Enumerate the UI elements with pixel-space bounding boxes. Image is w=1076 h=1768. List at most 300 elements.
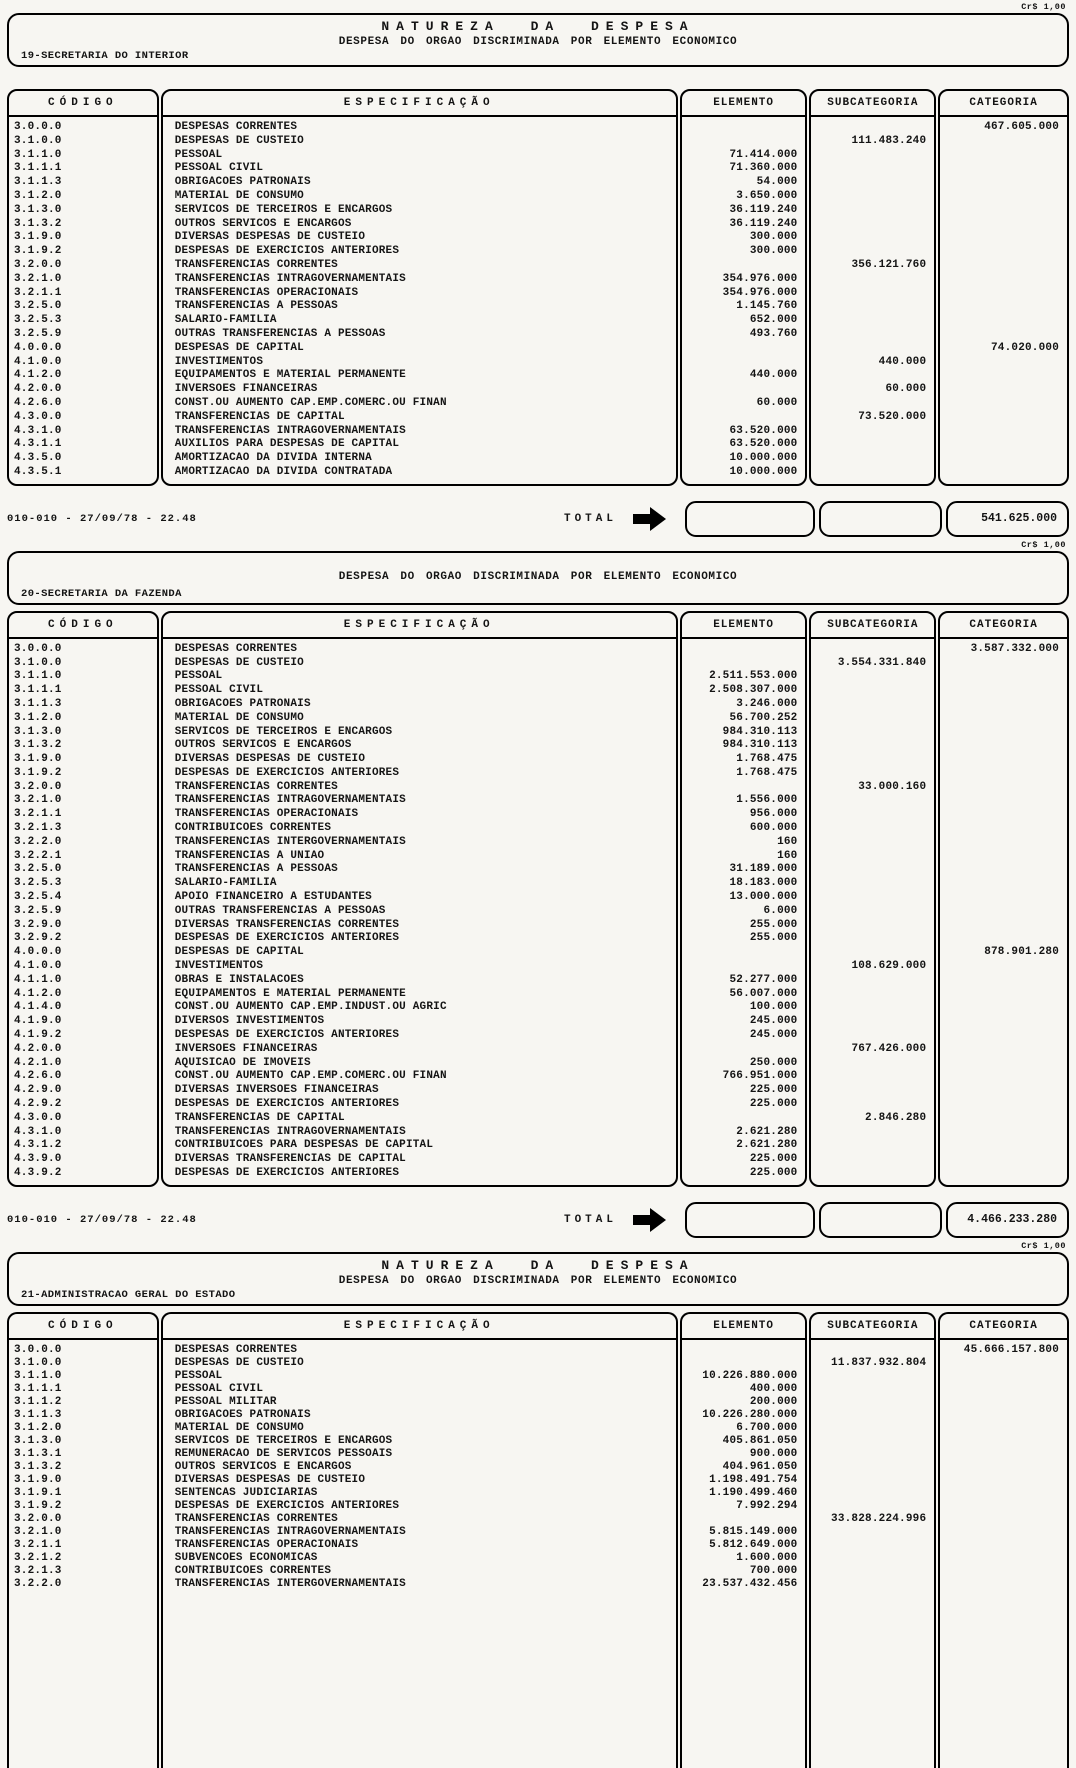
table-cell: PESSOAL MILITAR <box>174 1395 277 1408</box>
table-cell: OBRAS E INSTALACOES <box>174 973 304 986</box>
table-cell <box>819 1126 926 1140</box>
table-cell <box>948 822 1059 836</box>
table-cell: 54.000 <box>756 176 798 189</box>
table-cell: TRANSFERENCIAS INTRAGOVERNAMENTAIS <box>174 1525 406 1538</box>
table-cell: 225.000 <box>749 1098 798 1111</box>
table-cell: REMUNERACAO DE SERVICOS PESSOAIS <box>174 1447 393 1460</box>
table-cell: DESPESAS DE CAPITAL <box>174 946 304 959</box>
table-cell: 900.000 <box>749 1447 798 1460</box>
table-cell: 3.1.2.0 <box>14 711 62 724</box>
table-cell: 4.1.1.0 <box>14 973 62 986</box>
table-cell: DESPESAS CORRENTES <box>174 642 298 655</box>
table-cell <box>948 919 1059 933</box>
table-cell <box>948 698 1059 712</box>
table-cell: 878.901.280 <box>984 946 1059 959</box>
table-cell <box>819 314 926 328</box>
table-cell: 200.000 <box>749 1395 798 1408</box>
table-cell: 1.600.000 <box>736 1551 798 1564</box>
table-cell <box>819 726 926 740</box>
column-header-categoria: CATEGORIA <box>940 1314 1067 1340</box>
table-cell: 3.1.3.1 <box>14 1447 62 1460</box>
table-cell <box>819 287 926 301</box>
especificacao-column <box>161 1312 678 1768</box>
expense-table <box>7 1312 1069 1768</box>
categoria-cells <box>940 639 1067 1185</box>
total-elemento-box <box>685 501 815 537</box>
table-cell: 3.1.0.0 <box>14 656 62 669</box>
elemento-cells <box>682 117 806 484</box>
table-cell <box>948 1565 1059 1578</box>
table-cell: 60.000 <box>756 396 798 409</box>
table-cell: 56.700.252 <box>729 711 798 724</box>
table-cell: DESPESAS DE EXERCICIOS ANTERIORES <box>174 1098 400 1111</box>
table-cell: 4.1.0.0 <box>14 355 62 368</box>
table-cell: DIVERSAS TRANSFERENCIAS CORRENTES <box>174 918 400 931</box>
table-cell: 3.1.3.2 <box>14 1460 62 1473</box>
table-cell: DESPESAS CORRENTES <box>174 1343 298 1356</box>
table-cell <box>948 726 1059 740</box>
table-cell: MATERIAL DE CONSUMO <box>174 711 304 724</box>
total-arrow-icon <box>631 507 669 531</box>
table-cell <box>819 1001 926 1015</box>
table-cell <box>819 1370 926 1383</box>
table-cell <box>948 1552 1059 1565</box>
table-cell <box>819 1409 926 1422</box>
table-cell: 3.2.1.0 <box>14 1525 62 1538</box>
table-cell: 4.1.9.0 <box>14 1015 62 1028</box>
table-cell <box>948 1422 1059 1435</box>
total-arrow-icon <box>631 1208 669 1232</box>
table-cell: TRANSFERENCIAS OPERACIONAIS <box>174 1538 359 1551</box>
table-cell: 440.000 <box>749 369 798 382</box>
table-cell: 3.0.0.0 <box>14 1343 62 1356</box>
table-cell <box>819 218 926 232</box>
table-cell <box>819 1070 926 1084</box>
table-cell <box>819 905 926 919</box>
table-cell: 3.246.000 <box>736 697 798 710</box>
table-cell <box>948 974 1059 988</box>
section-21-administracao-geral-do-estado <box>0 1239 1076 1768</box>
table-cell <box>819 1448 926 1461</box>
table-cell: 2.511.553.000 <box>709 670 798 683</box>
table-cell <box>690 657 798 671</box>
table-cell: 3.2.5.3 <box>14 877 62 890</box>
table-cell <box>948 328 1059 342</box>
table-cell <box>948 739 1059 753</box>
table-cell <box>948 670 1059 684</box>
table-cell: OBRIGACOES PATRONAIS <box>174 697 311 710</box>
table-cell: APOIO FINANCEIRO A ESTUDANTES <box>174 891 372 904</box>
table-cell: 4.3.9.2 <box>14 1167 62 1179</box>
table-cell <box>819 767 926 781</box>
table-cell: 5.815.149.000 <box>709 1525 798 1538</box>
table-cell: 245.000 <box>749 1015 798 1028</box>
table-cell <box>948 259 1059 273</box>
table-cell: 956.000 <box>749 808 798 821</box>
table-cell: 400.000 <box>749 1382 798 1395</box>
table-cell <box>819 1500 926 1513</box>
table-cell <box>819 684 926 698</box>
table-cell: TRANSFERENCIAS CORRENTES <box>174 258 338 271</box>
table-cell <box>819 739 926 753</box>
table-cell <box>948 753 1059 767</box>
table-cell: TRANSFERENCIAS INTERGOVERNAMENTAIS <box>174 1577 406 1590</box>
table-cell <box>948 808 1059 822</box>
table-cell: 3.2.1.0 <box>14 794 62 807</box>
table-cell: 405.861.050 <box>722 1434 798 1447</box>
table-cell <box>819 712 926 726</box>
table-cell <box>819 162 926 176</box>
table-cell: 4.1.2.0 <box>14 369 62 382</box>
table-cell <box>819 273 926 287</box>
table-cell <box>948 1383 1059 1396</box>
table-cell <box>948 905 1059 919</box>
table-cell: 45.666.157.800 <box>963 1343 1059 1356</box>
table-cell <box>819 1015 926 1029</box>
table-cell <box>819 1422 926 1435</box>
table-cell: SALARIO-FAMILIA <box>174 314 277 327</box>
table-cell: 3.1.2.0 <box>14 1421 62 1434</box>
table-cell <box>819 1084 926 1098</box>
table-cell: 108.629.000 <box>851 960 927 973</box>
table-cell: TRANSFERENCIAS INTRAGOVERNAMENTAIS <box>174 794 406 807</box>
table-cell: SALARIO-FAMILIA <box>174 877 277 890</box>
table-cell <box>948 1057 1059 1071</box>
table-cell <box>690 960 798 974</box>
table-cell: 3.0.0.0 <box>14 121 62 133</box>
table-cell <box>948 794 1059 808</box>
table-cell <box>948 1461 1059 1474</box>
column-header-subcategoria: SUBCATEGORIA <box>811 613 934 639</box>
table-cell <box>948 231 1059 245</box>
table-cell <box>948 988 1059 1002</box>
table-cell: 3.2.1.1 <box>14 1538 62 1551</box>
table-cell: CONTRIBUICOES CORRENTES <box>174 1564 332 1577</box>
elemento-cells <box>682 1340 806 1768</box>
table-cell: DIVERSAS DESPESAS DE CUSTEIO <box>174 1473 366 1486</box>
table-cell: DESPESAS DE CUSTEIO <box>174 134 304 147</box>
table-cell: 3.587.332.000 <box>970 642 1059 655</box>
table-cell <box>948 1539 1059 1552</box>
table-cell: 71.360.000 <box>729 162 798 175</box>
table-cell: CONST.OU AUMENTO CAP.EMP.COMERC.OU FINAN <box>174 1070 447 1083</box>
currency-unit-label: Cr$ 1,00 <box>1021 539 1066 550</box>
column-header-codigo: CÓDIGO <box>9 613 157 639</box>
table-cell: 4.2.9.0 <box>14 1084 62 1097</box>
table-cell <box>948 684 1059 698</box>
table-cell: OBRIGACOES PATRONAIS <box>174 1408 311 1421</box>
table-cell: 3.1.3.2 <box>14 217 62 230</box>
table-cell: 255.000 <box>749 918 798 931</box>
section-header <box>7 13 1069 67</box>
table-cell: 3.1.1.1 <box>14 162 62 175</box>
table-cell: 36.119.240 <box>729 203 798 216</box>
table-cell: 4.3.0.0 <box>14 1111 62 1124</box>
table-cell: OUTRAS TRANSFERENCIAS A PESSOAS <box>174 327 386 340</box>
table-cell: DIVERSAS DESPESAS DE CUSTEIO <box>174 753 366 766</box>
table-cell <box>819 1552 926 1565</box>
table-cell <box>819 300 926 314</box>
table-cell: 2.621.280 <box>736 1139 798 1152</box>
table-cell <box>948 452 1059 466</box>
table-cell: 3.1.1.2 <box>14 1395 62 1408</box>
table-cell <box>819 369 926 383</box>
table-cell: 60.000 <box>885 383 927 396</box>
column-header-subcategoria: SUBCATEGORIA <box>811 1314 934 1340</box>
table-cell <box>819 1139 926 1153</box>
table-cell: 766.951.000 <box>722 1070 798 1083</box>
table-cell <box>948 781 1059 795</box>
table-cell <box>819 932 926 946</box>
table-cell: AMORTIZACAO DA DIVIDA INTERNA <box>174 452 372 465</box>
table-cell: 31.189.000 <box>729 863 798 876</box>
table-cell: 4.2.6.0 <box>14 1070 62 1083</box>
table-cell: DESPESAS DE EXERCICIOS ANTERIORES <box>174 1499 400 1512</box>
table-cell: 3.1.2.0 <box>14 189 62 202</box>
table-cell <box>948 1487 1059 1500</box>
table-cell: 3.1.3.0 <box>14 203 62 216</box>
table-cell: 3.2.5.4 <box>14 891 62 904</box>
table-cell: 3.1.9.2 <box>14 245 62 258</box>
table-cell: CONTRIBUICOES PARA DESPESAS DE CAPITAL <box>174 1139 434 1152</box>
table-cell <box>948 1513 1059 1526</box>
table-cell: 4.3.1.0 <box>14 424 62 437</box>
table-cell: 3.1.9.0 <box>14 231 62 244</box>
table-cell <box>690 946 798 960</box>
table-cell: 111.483.240 <box>851 134 927 147</box>
table-cell <box>948 1043 1059 1057</box>
table-cell: OBRIGACOES PATRONAIS <box>174 176 311 189</box>
table-cell <box>948 273 1059 287</box>
table-cell: TRANSFERENCIAS INTRAGOVERNAMENTAIS <box>174 1125 406 1138</box>
table-cell: 3.554.331.840 <box>837 656 927 669</box>
table-cell: SUBVENCOES ECONOMICAS <box>174 1551 318 1564</box>
table-cell <box>948 245 1059 259</box>
table-cell <box>948 1139 1059 1153</box>
table-cell <box>948 1167 1059 1181</box>
table-cell <box>948 425 1059 439</box>
table-cell: INVESTIMENTOS <box>174 960 264 973</box>
table-cell <box>948 411 1059 425</box>
table-cell: 3.1.3.2 <box>14 739 62 752</box>
table-cell: PESSOAL CIVIL <box>174 1382 264 1395</box>
table-cell <box>690 1344 798 1357</box>
column-header-elemento: ELEMENTO <box>682 91 806 117</box>
table-cell: 700.000 <box>749 1564 798 1577</box>
table-cell <box>819 919 926 933</box>
subcategoria-column <box>809 89 936 486</box>
report-id-timestamp: 010-010 - 27/09/78 - 22.48 <box>7 512 197 525</box>
table-cell: DESPESAS DE EXERCICIOS ANTERIORES <box>174 1029 400 1042</box>
table-cell: 404.961.050 <box>722 1460 798 1473</box>
table-cell <box>819 245 926 259</box>
organ-label: 20-SECRETARIA DA FAZENDA <box>21 587 182 600</box>
table-cell: 3.1.9.1 <box>14 1486 62 1499</box>
table-cell <box>819 1167 926 1181</box>
table-cell <box>819 1029 926 1043</box>
table-cell: 100.000 <box>749 1001 798 1014</box>
table-cell: SERVICOS DE TERCEIROS E ENCARGOS <box>174 725 393 738</box>
table-cell <box>948 767 1059 781</box>
table-cell: SERVICOS DE TERCEIROS E ENCARGOS <box>174 1434 393 1447</box>
table-cell: 56.007.000 <box>729 987 798 1000</box>
table-cell: 3.1.1.0 <box>14 670 62 683</box>
table-cell <box>948 162 1059 176</box>
table-cell: 4.0.0.0 <box>14 946 62 959</box>
especificacao-cells <box>163 117 676 484</box>
table-cell <box>819 1526 926 1539</box>
table-cell <box>819 753 926 767</box>
table-cell: 4.1.9.2 <box>14 1029 62 1042</box>
table-cell: 4.2.1.0 <box>14 1056 62 1069</box>
table-cell <box>948 356 1059 370</box>
elemento-column <box>680 1312 808 1768</box>
table-cell: 4.3.5.1 <box>14 465 62 478</box>
table-cell: 33.000.160 <box>858 780 927 793</box>
table-cell <box>819 988 926 1002</box>
table-cell: 3.2.5.0 <box>14 863 62 876</box>
table-cell: DIVERSOS INVESTIMENTOS <box>174 1015 325 1028</box>
categoria-column <box>938 1312 1069 1768</box>
table-cell <box>948 1370 1059 1383</box>
table-cell <box>948 1578 1059 1591</box>
column-header-especificacao: ESPECIFICAÇÃO <box>163 91 676 117</box>
table-cell: 13.000.000 <box>729 891 798 904</box>
table-cell: 4.3.0.0 <box>14 410 62 423</box>
table-cell: OUTROS SERVICOS E ENCARGOS <box>174 739 352 752</box>
table-cell <box>948 960 1059 974</box>
table-cell: 10.000.000 <box>729 465 798 478</box>
table-cell <box>819 877 926 891</box>
table-cell: 4.2.0.0 <box>14 383 62 396</box>
column-header-codigo: CÓDIGO <box>9 91 157 117</box>
table-cell: 10.226.880.000 <box>702 1369 798 1382</box>
table-cell: 4.2.6.0 <box>14 396 62 409</box>
table-cell <box>948 1029 1059 1043</box>
table-cell: 354.976.000 <box>722 272 798 285</box>
table-cell <box>819 231 926 245</box>
codigo-cells <box>9 1340 157 1768</box>
table-cell <box>948 204 1059 218</box>
codigo-column <box>7 89 159 486</box>
table-cell <box>690 121 798 135</box>
table-cell: 3.1.9.2 <box>14 766 62 779</box>
column-header-especificacao: ESPECIFICAÇÃO <box>163 613 676 639</box>
subcategoria-cells <box>811 639 934 1185</box>
table-cell: PESSOAL CIVIL <box>174 684 264 697</box>
table-cell <box>819 1435 926 1448</box>
table-cell <box>819 1578 926 1591</box>
table-cell: 4.2.9.2 <box>14 1098 62 1111</box>
table-cell: 63.520.000 <box>729 438 798 451</box>
table-cell <box>819 466 926 480</box>
subcategoria-cells <box>811 117 934 484</box>
table-cell <box>819 452 926 466</box>
table-cell: 3.2.5.9 <box>14 904 62 917</box>
table-cell: 2.621.280 <box>736 1125 798 1138</box>
table-cell <box>948 863 1059 877</box>
table-cell: 3.1.9.2 <box>14 1499 62 1512</box>
table-cell: 3.1.1.0 <box>14 1369 62 1382</box>
table-cell: 3.2.9.0 <box>14 918 62 931</box>
table-cell: 11.837.932.804 <box>831 1356 927 1369</box>
table-cell: PESSOAL <box>174 1369 223 1382</box>
table-cell <box>948 1070 1059 1084</box>
table-cell <box>690 356 798 370</box>
table-cell: OUTROS SERVICOS E ENCARGOS <box>174 217 352 230</box>
especificacao-column <box>161 611 678 1187</box>
table-cell: 3.2.1.3 <box>14 1564 62 1577</box>
table-cell <box>948 1409 1059 1422</box>
codigo-column <box>7 1312 159 1768</box>
table-cell: 3.650.000 <box>736 189 798 202</box>
table-cell <box>948 932 1059 946</box>
table-cell: DIVERSAS DESPESAS DE CUSTEIO <box>174 231 366 244</box>
table-cell: DESPESAS DE EXERCICIOS ANTERIORES <box>174 932 400 945</box>
table-cell: TRANSFERENCIAS INTRAGOVERNAMENTAIS <box>174 424 406 437</box>
table-cell <box>690 781 798 795</box>
table-cell: 71.414.000 <box>729 148 798 161</box>
table-cell <box>948 1435 1059 1448</box>
table-cell: 4.3.9.0 <box>14 1153 62 1166</box>
elemento-column <box>680 611 808 1187</box>
table-cell: 3.2.1.1 <box>14 808 62 821</box>
table-cell: 3.2.0.0 <box>14 780 62 793</box>
table-cell: 4.3.1.1 <box>14 438 62 451</box>
especificacao-cells <box>163 1340 676 1768</box>
table-cell: TRANSFERENCIAS INTERGOVERNAMENTAIS <box>174 835 406 848</box>
table-cell: 4.1.4.0 <box>14 1001 62 1014</box>
table-cell: 1.145.760 <box>736 300 798 313</box>
table-cell: 245.000 <box>749 1029 798 1042</box>
table-cell <box>819 1539 926 1552</box>
table-cell <box>948 1112 1059 1126</box>
table-cell <box>690 411 798 425</box>
table-cell <box>948 383 1059 397</box>
table-cell <box>819 149 926 163</box>
table-cell: 3.1.1.0 <box>14 148 62 161</box>
table-cell: 1.190.499.460 <box>709 1486 798 1499</box>
table-cell: 467.605.000 <box>984 121 1059 133</box>
table-cell <box>819 863 926 877</box>
table-cell <box>948 1396 1059 1409</box>
table-cell: 3.1.9.0 <box>14 1473 62 1486</box>
table-cell <box>819 1153 926 1167</box>
table-cell: 250.000 <box>749 1056 798 1069</box>
report-subtitle: DESPESA DO ORGAO DISCRIMINADA POR ELEMENTO ECONOMICO <box>338 36 738 48</box>
table-cell <box>819 850 926 864</box>
table-cell: DESPESAS DE CAPITAL <box>174 341 304 354</box>
table-cell: 225.000 <box>749 1153 798 1166</box>
table-cell <box>819 342 926 356</box>
table-cell: 4.3.5.0 <box>14 452 62 465</box>
section-20-secretaria-da-fazenda <box>0 538 1076 1239</box>
table-cell: MATERIAL DE CONSUMO <box>174 189 304 202</box>
table-cell: TRANSFERENCIAS OPERACIONAIS <box>174 808 359 821</box>
table-cell: 600.000 <box>749 822 798 835</box>
table-cell: 3.1.3.0 <box>14 725 62 738</box>
table-cell <box>948 466 1059 480</box>
table-cell: PESSOAL <box>174 670 223 683</box>
table-cell: EQUIPAMENTOS E MATERIAL PERMANENTE <box>174 987 406 1000</box>
table-cell <box>819 176 926 190</box>
expense-table <box>7 611 1069 1187</box>
table-cell <box>948 1526 1059 1539</box>
total-subcategoria-box <box>819 1202 942 1238</box>
section-footer <box>7 500 1069 538</box>
total-categoria-box: 4.466.233.280 <box>946 1202 1069 1238</box>
table-cell: 767.426.000 <box>851 1042 927 1055</box>
